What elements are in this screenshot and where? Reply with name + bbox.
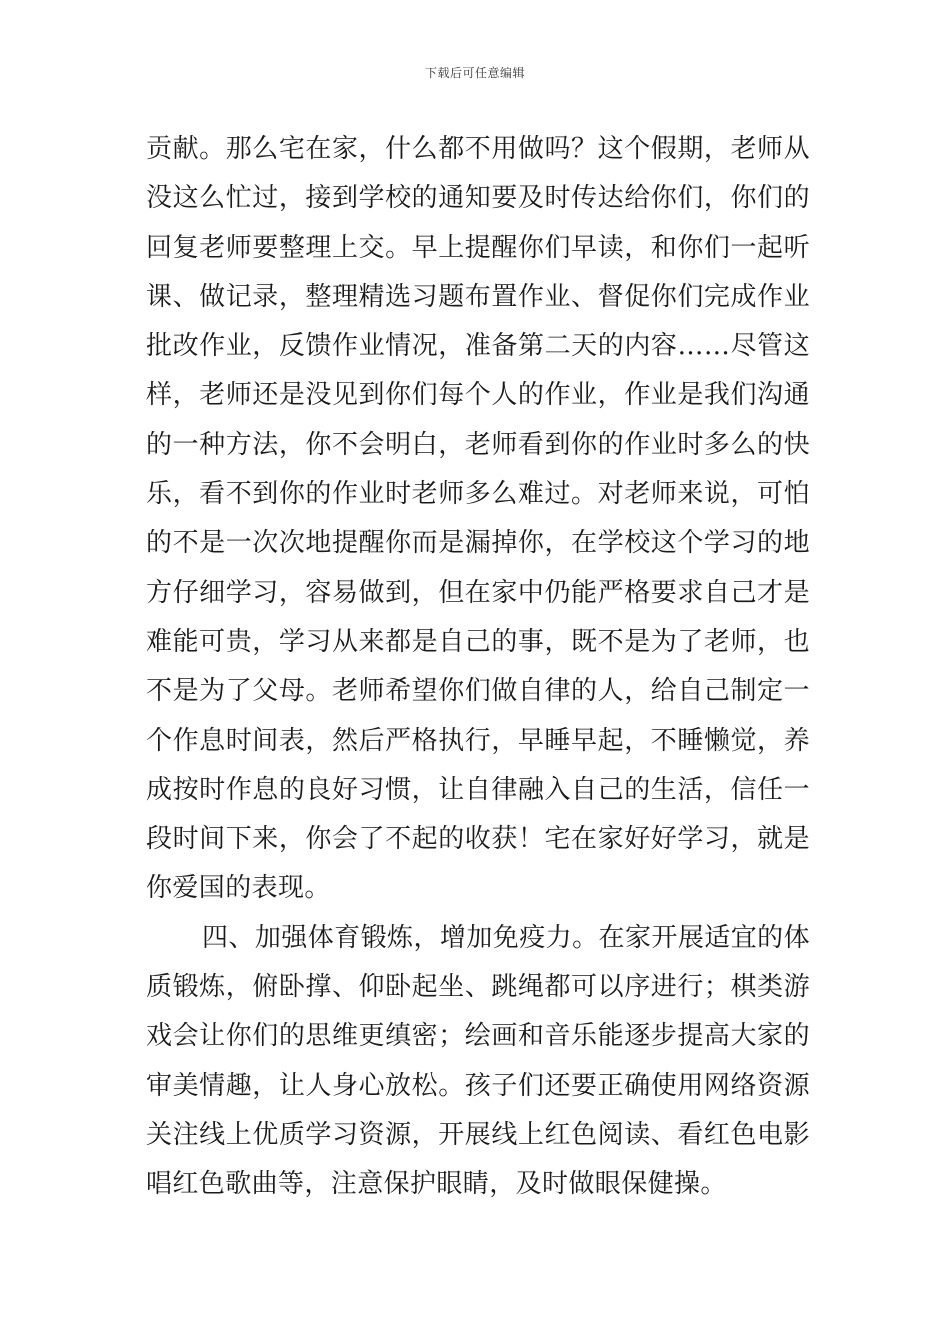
text-line: 成按时作息的良好习惯，让自律融入自己的生活，信任一 [146, 774, 810, 805]
page-header: 下载后可任意编辑 [424, 66, 525, 80]
text-line: 贡献。那么宅在家，什么都不用做吗？这个假期，老师从 [146, 134, 810, 164]
text-line: 质锻炼，俯卧撑、仰卧起坐、跳绳都可以序进行；棋类游 [146, 972, 810, 1003]
text-line: 不是为了父母。老师希望你们做自律的人，给自己制定一 [146, 676, 810, 707]
text-line: 课、做记录，整理精选习题布置作业、督促你们完成作业 [146, 281, 810, 312]
document-body [146, 125, 810, 1210]
text-line: 乐，看不到你的作业时老师多么难过。对老师来说，可怕 [146, 479, 810, 510]
text-line: 关注线上优质学习资源，开展线上红色阅读、看红色电影 [146, 1119, 810, 1150]
text-line: 难能可贵，学习从来都是自己的事，既不是为了老师，也 [146, 626, 810, 657]
text-line: 审美情趣，让人身心放松。孩子们还要正确使用网络资源 [146, 1070, 810, 1101]
text-line: 段时间下来，你会了不起的收获！宅在家好好学习，就是 [146, 824, 810, 855]
text-line: 没这么忙过，接到学校的通知要及时传达给你们，你们的 [146, 183, 810, 214]
paragraph-end-line: 唱红色歌曲等，注意保护眼睛，及时做眼保健操。 [146, 1169, 727, 1200]
text-line: 批改作业，反馈作业情况，准备第二天的内容……尽管这 [146, 331, 810, 362]
text-line: 回复老师要整理上交。早上提醒你们早读，和你们一起听 [146, 232, 810, 263]
text-line: 样，老师还是没见到你们每个人的作业，作业是我们沟通 [146, 380, 810, 411]
paragraph-start-line: 四、加强体育锻炼，增加免疫力。在家开展适宜的体 [202, 922, 810, 953]
text-line: 的不是一次次地提醒你而是漏掉你，在学校这个学习的地 [146, 528, 810, 559]
text-line: 方仔细学习，容易做到，但在家中仍能严格要求自己才是 [146, 577, 810, 608]
text-line: 戏会让你们的思维更缜密；绘画和音乐能逐步提高大家的 [146, 1021, 810, 1052]
paragraph-end-line: 你爱国的表现。 [146, 873, 331, 904]
text-line: 的一种方法，你不会明白，老师看到你的作业时多么的快 [146, 429, 810, 460]
text-line: 个作息时间表，然后严格执行，早睡早起，不睡懒觉，养 [146, 725, 810, 756]
